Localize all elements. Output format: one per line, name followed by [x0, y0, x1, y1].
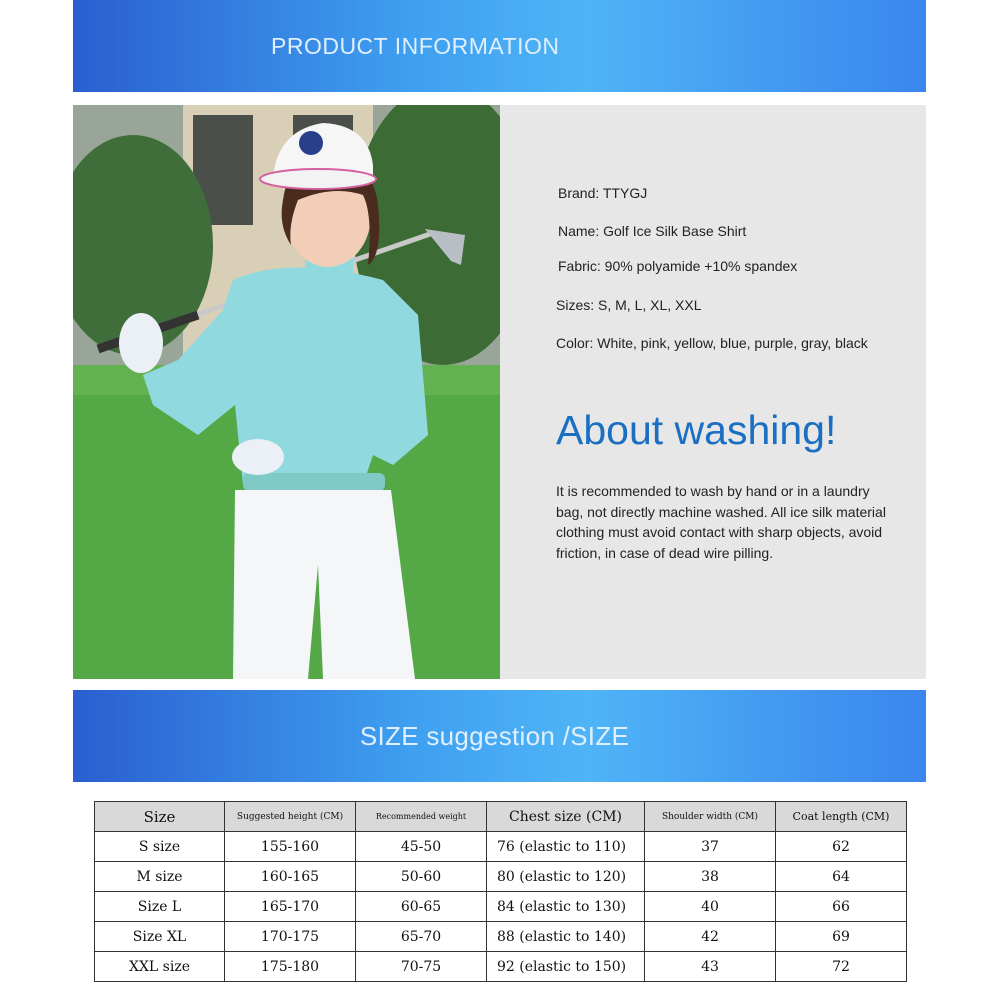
product-photo: [73, 105, 500, 679]
cell-size: Size L: [95, 892, 225, 922]
cell-weight: 70-75: [356, 952, 487, 982]
header-height: Suggested height (CM): [225, 802, 356, 832]
table-row: [95, 862, 907, 892]
table-row: [95, 922, 907, 952]
cell-chest: 76 (elastic to 110): [487, 832, 645, 862]
washing-text: It is recommended to wash by hand or in a laundry bag, not directly machine washed. All ice silk material clothing must avoid contact with sharp objects, avoid friction, in case of dead wire pilling.: [556, 483, 886, 561]
cell-length: 72: [776, 952, 907, 982]
cell-shoulder: 38: [645, 862, 776, 892]
header-shoulder: Shoulder width (CM): [645, 802, 776, 832]
table-header-row: [95, 802, 907, 832]
cell-weight: 65-70: [356, 922, 487, 952]
cell-chest: 84 (elastic to 130): [487, 892, 645, 922]
table-row: [95, 952, 907, 982]
cell-length: 69: [776, 922, 907, 952]
washing-heading: About washing!: [556, 407, 837, 453]
cell-size: XXL size: [95, 952, 225, 982]
cell-chest: 80 (elastic to 120): [487, 862, 645, 892]
size-suggestion-banner: [73, 690, 926, 782]
brand-text: Brand: TTYGJ: [558, 185, 648, 201]
banner-title: PRODUCT INFORMATION: [271, 32, 560, 59]
cell-shoulder: 42: [645, 922, 776, 952]
cell-shoulder: 43: [645, 952, 776, 982]
size-banner-title: SIZE suggestion /SIZE: [359, 720, 630, 751]
header-length: Coat length (CM): [776, 802, 907, 832]
cell-height: 175-180: [225, 952, 356, 982]
golfer-illustration: [73, 105, 500, 679]
cell-height: 170-175: [225, 922, 356, 952]
product-info-panel: [500, 105, 926, 679]
cell-length: 64: [776, 862, 907, 892]
cell-size: S size: [95, 832, 225, 862]
cell-size: Size XL: [95, 922, 225, 952]
size-table: [94, 801, 907, 982]
table-row: [95, 892, 907, 922]
sizes-text: Sizes: S, M, L, XL, XXL: [556, 297, 702, 313]
cell-shoulder: 37: [645, 832, 776, 862]
cell-length: 62: [776, 832, 907, 862]
header-weight: Recommended weight: [356, 802, 487, 832]
cell-length: 66: [776, 892, 907, 922]
cell-height: 160-165: [225, 862, 356, 892]
cell-weight: 45-50: [356, 832, 487, 862]
cell-shoulder: 40: [645, 892, 776, 922]
name-text: Name: Golf Ice Silk Base Shirt: [558, 223, 747, 239]
cell-weight: 60-65: [356, 892, 487, 922]
cell-chest: 88 (elastic to 140): [487, 922, 645, 952]
cell-weight: 50-60: [356, 862, 487, 892]
product-information-banner: [73, 0, 926, 92]
color-text: Color: White, pink, yellow, blue, purple, gray, black: [556, 335, 868, 351]
cell-size: M size: [95, 862, 225, 892]
fabric-text: Fabric: 90% polyamide +10% spandex: [558, 258, 798, 274]
cell-height: 155-160: [225, 832, 356, 862]
table-row: [95, 832, 907, 862]
header-size: Size: [95, 802, 225, 832]
header-chest: Chest size (CM): [487, 802, 645, 832]
cell-chest: 92 (elastic to 150): [487, 952, 645, 982]
cell-height: 165-170: [225, 892, 356, 922]
